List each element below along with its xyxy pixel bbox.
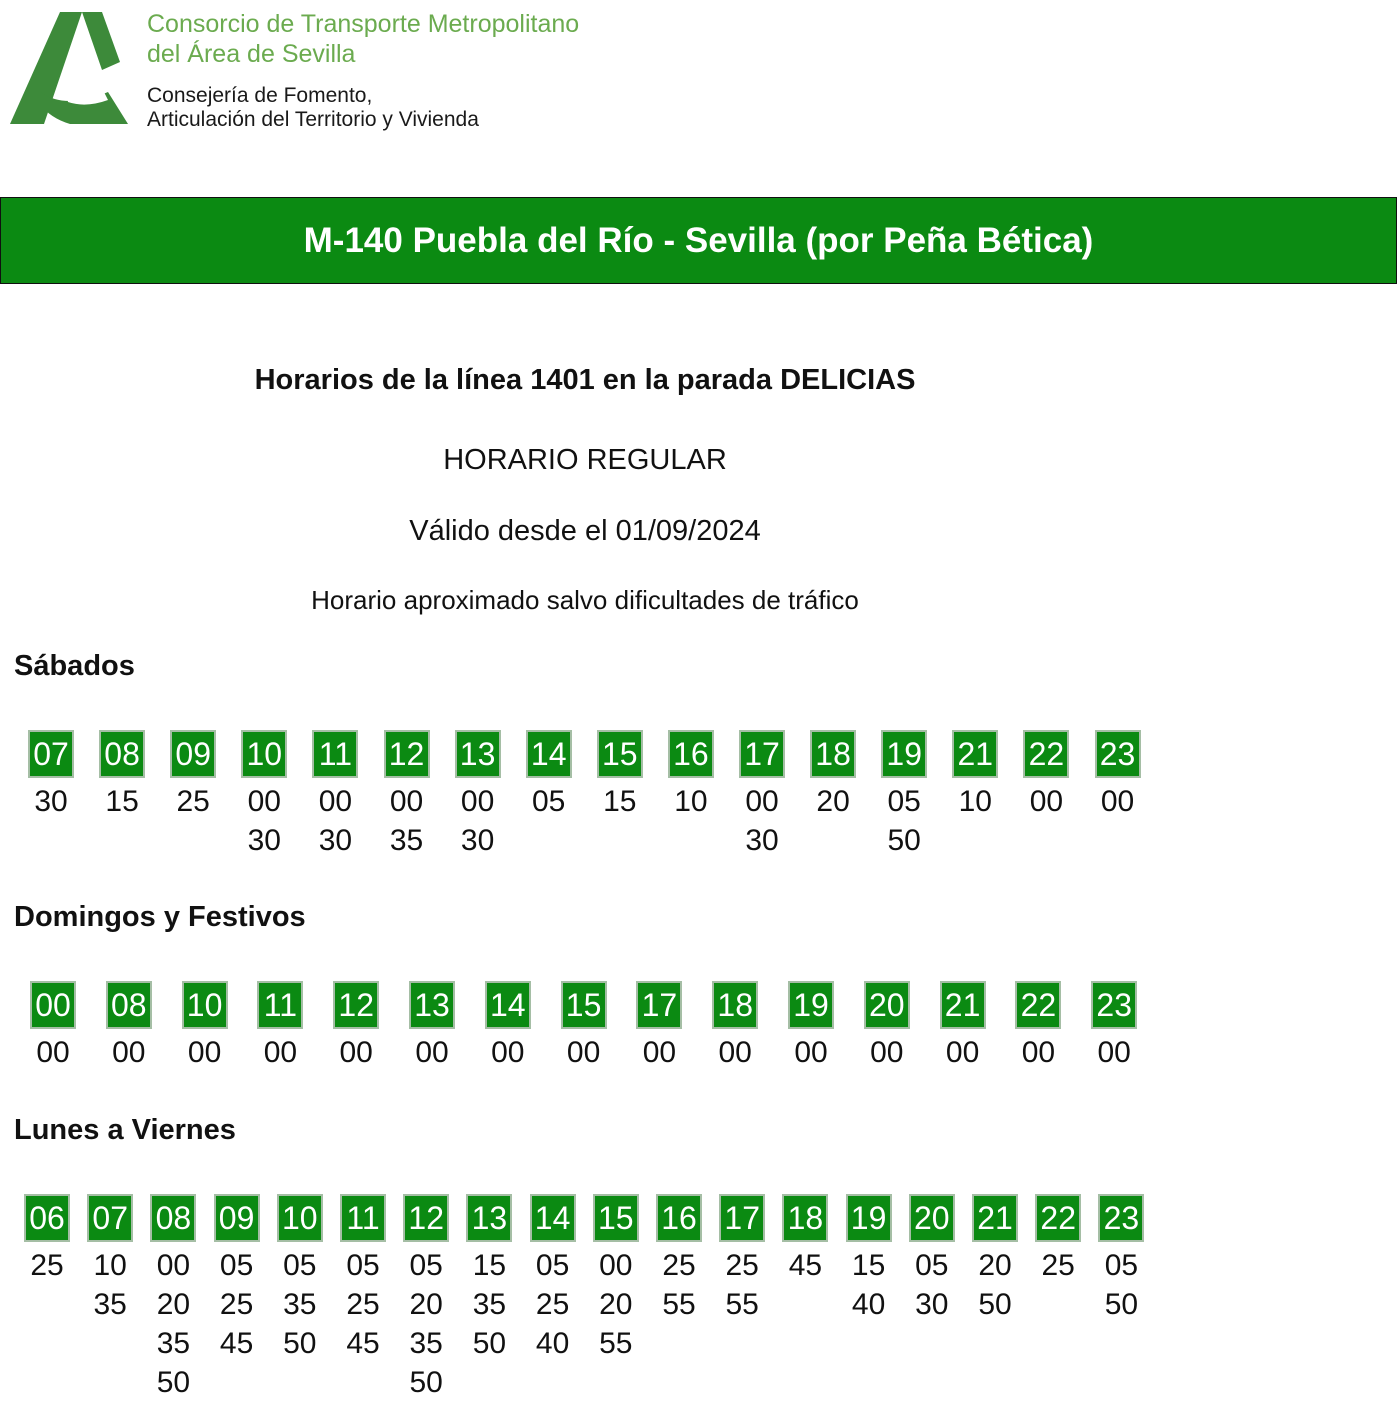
- hour-column: [396, 1194, 456, 1402]
- departure-minute: 00: [599, 1249, 633, 1282]
- hour-column: [857, 981, 917, 1072]
- minutes-list: [852, 1246, 885, 1324]
- hour-badge: 08: [106, 981, 152, 1029]
- hour-column: [99, 981, 159, 1072]
- route-title-bar: [0, 197, 1397, 284]
- minutes-list: [94, 1246, 127, 1324]
- hour-column: [554, 981, 614, 1072]
- schedule-type: HORARIO REGULAR: [443, 444, 727, 476]
- departure-minute: 00: [156, 1249, 191, 1282]
- hour-badge: 21: [972, 1194, 1018, 1242]
- hour-column: [712, 1194, 772, 1324]
- hour-badge: 14: [485, 981, 531, 1029]
- minutes-list: [567, 1033, 600, 1072]
- departure-minute: 00: [1021, 1036, 1056, 1069]
- departure-minute: 05: [532, 785, 566, 818]
- hour-badge: 11: [257, 981, 303, 1029]
- minutes-list: [157, 1246, 190, 1402]
- hour-column: [333, 1194, 393, 1363]
- hour-column: [305, 730, 365, 860]
- hour-column: [661, 730, 721, 821]
- departure-minute: 55: [725, 1288, 759, 1321]
- departure-minute: 30: [745, 824, 779, 857]
- hour-column: [163, 730, 223, 821]
- hour-column: [523, 1194, 583, 1363]
- departure-minute: 25: [725, 1249, 759, 1282]
- hour-badge: 00: [30, 981, 76, 1029]
- hour-column: [705, 981, 765, 1072]
- departure-minute: 50: [887, 824, 921, 857]
- departure-minute: 30: [915, 1288, 949, 1321]
- organization-name-line2: del Área de Sevilla: [147, 40, 356, 68]
- traffic-note: Horario aproximado salvo dificultades de tráfico: [311, 585, 859, 615]
- departure-minute: 50: [156, 1366, 191, 1399]
- minutes-list: [1098, 1033, 1131, 1072]
- minutes-list: [30, 1246, 63, 1285]
- hour-column: [1016, 730, 1076, 821]
- minutes-list: [959, 782, 992, 821]
- departure-minute: 50: [409, 1366, 443, 1399]
- departure-minute: 55: [599, 1327, 633, 1360]
- hour-badge: 20: [864, 981, 910, 1029]
- minutes-list: [745, 782, 778, 860]
- departure-minute: 00: [945, 1036, 980, 1069]
- hour-column: [775, 1194, 835, 1285]
- hour-badge: 17: [739, 730, 785, 778]
- hour-badge: 08: [99, 730, 145, 778]
- hour-badge: 10: [182, 981, 228, 1029]
- departure-minute: 15: [603, 785, 637, 818]
- hour-column: [23, 981, 83, 1072]
- departure-minute: 00: [794, 1036, 828, 1069]
- minutes-list: [532, 782, 565, 821]
- hour-column: [459, 1194, 519, 1363]
- departure-minute: 00: [339, 1036, 373, 1069]
- minutes-list: [473, 1246, 506, 1363]
- departure-minute: 50: [1104, 1288, 1139, 1321]
- minutes-list: [674, 782, 707, 821]
- header-logo-area: [10, 8, 630, 138]
- hour-badge: 13: [409, 981, 455, 1029]
- departure-minute: 00: [718, 1036, 752, 1069]
- departure-minute: 35: [389, 824, 424, 857]
- departure-minute: 00: [389, 785, 424, 818]
- hour-column: [207, 1194, 267, 1363]
- hour-column: [839, 1194, 899, 1324]
- departure-minute: 35: [472, 1288, 507, 1321]
- hour-badge: 18: [712, 981, 758, 1029]
- departure-minute: 10: [674, 785, 708, 818]
- hour-badge: 15: [593, 1194, 639, 1242]
- minutes-list: [978, 1246, 1011, 1324]
- minutes-list: [603, 782, 636, 821]
- minutes-list: [1105, 1246, 1138, 1324]
- minutes-list: [888, 782, 921, 860]
- hour-badge: 17: [636, 981, 682, 1029]
- minutes-list: [915, 1246, 948, 1324]
- departure-minute: 05: [915, 1249, 949, 1282]
- departure-minute: 20: [156, 1288, 191, 1321]
- minutes-list: [794, 1033, 827, 1072]
- departure-minute: 00: [491, 1036, 525, 1069]
- stop-schedule-heading: Horarios de la línea 1401 en la parada DELICIAS: [254, 364, 916, 396]
- departure-minute: 00: [642, 1036, 677, 1069]
- departure-minute: 30: [34, 785, 68, 818]
- minutes-list: [415, 1033, 448, 1072]
- hour-badge: 10: [277, 1194, 323, 1242]
- hour-badge: 12: [403, 1194, 449, 1242]
- hour-column: [1028, 1194, 1088, 1285]
- hour-badge: 15: [561, 981, 607, 1029]
- hour-column: [17, 1194, 77, 1285]
- organization-name-line1: Consorcio de Transporte Metropolitano: [147, 10, 580, 38]
- minutes-list: [1022, 1033, 1055, 1072]
- hour-column: [326, 981, 386, 1072]
- minutes-list: [719, 1033, 752, 1072]
- departure-minute: 45: [788, 1249, 823, 1282]
- departure-minute: 00: [247, 785, 281, 818]
- departure-minute: 20: [816, 785, 850, 818]
- hour-column: [448, 730, 508, 860]
- hour-badge: 16: [668, 730, 714, 778]
- hour-badge: 14: [526, 730, 572, 778]
- minutes-list: [816, 782, 849, 821]
- departure-minute: 15: [105, 785, 139, 818]
- hour-column: [781, 981, 841, 1072]
- hour-badge: 15: [597, 730, 643, 778]
- hour-badge: 19: [881, 730, 927, 778]
- departure-minute: 00: [1029, 785, 1064, 818]
- departure-minute: 00: [460, 785, 495, 818]
- departure-minute: 25: [176, 785, 210, 818]
- hour-badge: 09: [214, 1194, 260, 1242]
- departure-minute: 10: [958, 785, 992, 818]
- minutes-list: [1030, 782, 1063, 821]
- hour-badge: 23: [1095, 730, 1141, 778]
- departure-minute: 50: [283, 1327, 317, 1360]
- hour-column: [732, 730, 792, 860]
- hour-column: [478, 981, 538, 1072]
- hour-badge: 19: [788, 981, 834, 1029]
- hour-badge: 13: [455, 730, 501, 778]
- valid-from-date: Válido desde el 01/09/2024: [409, 515, 761, 547]
- hour-column: [92, 730, 152, 821]
- hour-column: [902, 1194, 962, 1324]
- department-line2: Articulación del Territorio y Vivienda: [147, 108, 479, 131]
- departure-minute: 20: [599, 1288, 633, 1321]
- departure-minute: 05: [887, 785, 921, 818]
- hour-badge: 20: [909, 1194, 955, 1242]
- departure-minute: 00: [745, 785, 779, 818]
- hour-column: [1088, 730, 1148, 821]
- minutes-list: [105, 782, 138, 821]
- minutes-list: [662, 1246, 695, 1324]
- departure-minute: 00: [1097, 1036, 1131, 1069]
- hour-column: [1091, 1194, 1151, 1324]
- departure-minute: 15: [472, 1249, 507, 1282]
- departure-minute: 55: [662, 1288, 696, 1321]
- hour-column: [377, 730, 437, 860]
- minutes-list: [36, 1033, 69, 1072]
- hour-badge: 12: [333, 981, 379, 1029]
- departure-minute: 30: [318, 824, 353, 857]
- hour-column: [649, 1194, 709, 1324]
- hour-column: [803, 730, 863, 821]
- departure-minute: 45: [346, 1327, 380, 1360]
- junta-andalucia-logo-icon: [10, 8, 135, 128]
- hour-badge: 06: [24, 1194, 70, 1242]
- hour-badge: 08: [150, 1194, 196, 1242]
- section-title: Lunes a Viernes: [14, 1114, 236, 1146]
- departure-minute: 05: [283, 1249, 317, 1282]
- minutes-list: [1042, 1246, 1075, 1285]
- hour-column: [590, 730, 650, 821]
- minutes-list: [112, 1033, 145, 1072]
- hour-badge: 21: [940, 981, 986, 1029]
- departure-minute: 00: [566, 1036, 601, 1069]
- hour-column: [1008, 981, 1068, 1072]
- minutes-list: [726, 1246, 759, 1324]
- hour-column: [519, 730, 579, 821]
- departure-minute: 00: [187, 1036, 222, 1069]
- hour-badge: 17: [719, 1194, 765, 1242]
- departure-minute: 35: [409, 1327, 443, 1360]
- minutes-list: [1101, 782, 1134, 821]
- hour-column: [234, 730, 294, 860]
- hour-badge: 23: [1091, 981, 1137, 1029]
- departure-minute: 05: [1104, 1249, 1139, 1282]
- hour-column: [629, 981, 689, 1072]
- minutes-list: [461, 782, 494, 860]
- minutes-list: [220, 1246, 253, 1363]
- minutes-list: [599, 1246, 632, 1363]
- departure-minute: 35: [156, 1327, 191, 1360]
- departure-minute: 20: [978, 1249, 1012, 1282]
- department-line1: Consejería de Fomento,: [147, 84, 373, 107]
- departure-minute: 00: [36, 1036, 70, 1069]
- departure-minute: 25: [346, 1288, 380, 1321]
- departure-minute: 50: [978, 1288, 1012, 1321]
- minutes-list: [283, 1246, 316, 1363]
- hour-badge: 22: [1015, 981, 1061, 1029]
- departure-minute: 40: [535, 1327, 570, 1360]
- hour-column: [933, 981, 993, 1072]
- minutes-list: [319, 782, 352, 860]
- minutes-list: [188, 1033, 221, 1072]
- departure-minute: 00: [870, 1036, 904, 1069]
- minutes-list: [491, 1033, 524, 1072]
- departure-minute: 25: [662, 1249, 696, 1282]
- hour-column: [21, 730, 81, 821]
- hour-column: [874, 730, 934, 860]
- departure-minute: 00: [318, 785, 353, 818]
- hour-badge: 23: [1098, 1194, 1144, 1242]
- hour-column: [80, 1194, 140, 1324]
- minutes-list: [264, 1033, 297, 1072]
- departure-minute: 25: [30, 1249, 64, 1282]
- section-title: Domingos y Festivos: [14, 901, 306, 933]
- hour-badge: 21: [952, 730, 998, 778]
- departure-minute: 30: [460, 824, 495, 857]
- departure-minute: 50: [472, 1327, 507, 1360]
- hour-badge: 18: [810, 730, 856, 778]
- departure-minute: 25: [1041, 1249, 1075, 1282]
- hour-column: [945, 730, 1005, 821]
- departure-minute: 05: [219, 1249, 254, 1282]
- minutes-list: [248, 782, 281, 860]
- departure-minute: 10: [93, 1249, 127, 1282]
- minutes-list: [536, 1246, 569, 1363]
- minutes-list: [34, 782, 67, 821]
- hour-badge: 07: [28, 730, 74, 778]
- hour-badge: 07: [87, 1194, 133, 1242]
- hour-badge: 18: [782, 1194, 828, 1242]
- departure-minute: 35: [93, 1288, 127, 1321]
- hour-badge: 10: [241, 730, 287, 778]
- departure-minute: 45: [219, 1327, 254, 1360]
- minutes-list: [789, 1246, 822, 1285]
- hour-badge: 09: [170, 730, 216, 778]
- departure-minute: 30: [247, 824, 281, 857]
- departure-minute: 05: [409, 1249, 443, 1282]
- minutes-list: [390, 782, 423, 860]
- minutes-list: [946, 1033, 979, 1072]
- hour-column: [1084, 981, 1144, 1072]
- minutes-list: [643, 1033, 676, 1072]
- minutes-list: [177, 782, 210, 821]
- hour-column: [250, 981, 310, 1072]
- section-title: Sábados: [14, 650, 135, 682]
- hour-badge: 11: [312, 730, 358, 778]
- hour-badge: 11: [340, 1194, 386, 1242]
- hour-column: [175, 981, 235, 1072]
- hour-badge: 16: [656, 1194, 702, 1242]
- route-title: M-140 Puebla del Río - Sevilla (por Peña Bética): [303, 220, 1094, 260]
- departure-minute: 05: [346, 1249, 380, 1282]
- minutes-list: [340, 1033, 373, 1072]
- minutes-list: [410, 1246, 443, 1402]
- departure-minute: 20: [409, 1288, 443, 1321]
- departure-minute: 00: [415, 1036, 449, 1069]
- departure-minute: 00: [112, 1036, 146, 1069]
- hour-badge: 19: [846, 1194, 892, 1242]
- minutes-list: [346, 1246, 379, 1363]
- minutes-list: [870, 1033, 903, 1072]
- hour-badge: 22: [1035, 1194, 1081, 1242]
- departure-minute: 00: [263, 1036, 298, 1069]
- hour-badge: 22: [1023, 730, 1069, 778]
- hour-badge: 12: [384, 730, 430, 778]
- departure-minute: 35: [283, 1288, 317, 1321]
- hour-badge: 13: [466, 1194, 512, 1242]
- hour-badge: 14: [530, 1194, 576, 1242]
- hour-column: [270, 1194, 330, 1363]
- departure-minute: 15: [851, 1249, 886, 1282]
- departure-minute: 00: [1100, 785, 1135, 818]
- hour-column: [143, 1194, 203, 1402]
- departure-minute: 05: [535, 1249, 570, 1282]
- hour-column: [965, 1194, 1025, 1324]
- hour-column: [402, 981, 462, 1072]
- departure-minute: 25: [219, 1288, 254, 1321]
- departure-minute: 25: [535, 1288, 570, 1321]
- hour-column: [586, 1194, 646, 1363]
- departure-minute: 40: [851, 1288, 886, 1321]
